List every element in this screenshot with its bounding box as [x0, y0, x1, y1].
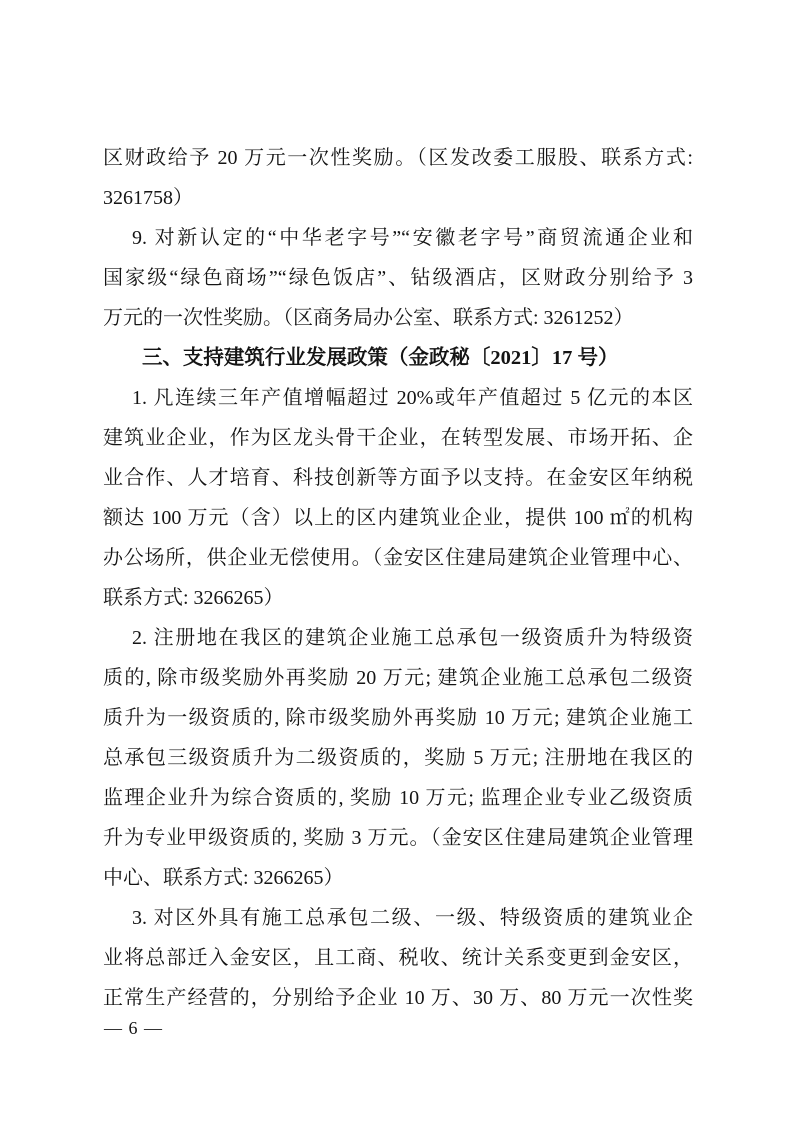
- document-content: [103, 138, 693, 1018]
- text-line: 万元的一次性奖励。（区商务局办公室、联系方式: 3261252）: [103, 307, 634, 329]
- para-1: [103, 378, 693, 618]
- text-line: 2. 注册地在我区的建筑企业施工总承包一级资质升为特级资: [132, 627, 693, 649]
- text-line: 联系方式: 3266265）: [103, 587, 284, 609]
- text-line: 业将总部迁入金安区，且工商、税收、统计关系变更到金安区，: [103, 947, 693, 969]
- text-line: 建筑业企业，作为区龙头骨干企业，在转型发展、市场开拓、企: [103, 427, 693, 449]
- text-line: 中心、联系方式: 3266265）: [103, 867, 344, 889]
- para-2: [103, 618, 693, 898]
- text-line: 3. 对区外具有施工总承包二级、一级、特级资质的建筑业企: [132, 907, 693, 929]
- para-8-continuation: [103, 138, 693, 218]
- text-line: 办公场所，供企业无偿使用。（金安区住建局建筑企业管理中心、: [103, 547, 693, 569]
- text-line: 3261758）: [103, 187, 193, 209]
- page-number: — 6 —: [104, 1018, 163, 1038]
- section-heading-3: [103, 338, 693, 378]
- para-9: [103, 218, 693, 338]
- para-3: [103, 898, 693, 1018]
- text-line: 监理企业升为综合资质的, 奖励 10 万元; 监理企业专业乙级资质: [103, 787, 693, 809]
- text-line: 9. 对新认定的“中华老字号”“安徽老字号”商贸流通企业和: [132, 227, 693, 249]
- text-line: 升为专业甲级资质的, 奖励 3 万元。（金安区住建局建筑企业管理: [103, 827, 693, 849]
- text-line: 质的, 除市级奖励外再奖励 20 万元; 建筑企业施工总承包二级资: [103, 667, 693, 689]
- text-line: 总承包三级资质升为二级资质的，奖励 5 万元; 注册地在我区的: [103, 747, 693, 769]
- text-line: 区财政给予 20 万元一次性奖励。（区发改委工服股、联系方式:: [103, 147, 693, 169]
- text-line: 正常生产经营的，分别给予企业 10 万、30 万、80 万元一次性奖: [103, 987, 693, 1009]
- text-line: 国家级“绿色商场”“绿色饭店”、钻级酒店，区财政分别给予 3: [103, 267, 693, 289]
- text-line: 1. 凡连续三年产值增幅超过 20%或年产值超过 5 亿元的本区: [132, 387, 693, 409]
- text-line: 质升为一级资质的, 除市级奖励外再奖励 10 万元; 建筑企业施工: [103, 707, 693, 729]
- text-line: 业合作、人才培育、科技创新等方面予以支持。在金安区年纳税: [103, 467, 693, 489]
- text-line: 三、支持建筑行业发展政策（金政秘〔2021〕17 号）: [141, 347, 619, 369]
- text-line: 额达 100 万元（含）以上的区内建筑业企业，提供 100 ㎡的机构: [103, 507, 693, 529]
